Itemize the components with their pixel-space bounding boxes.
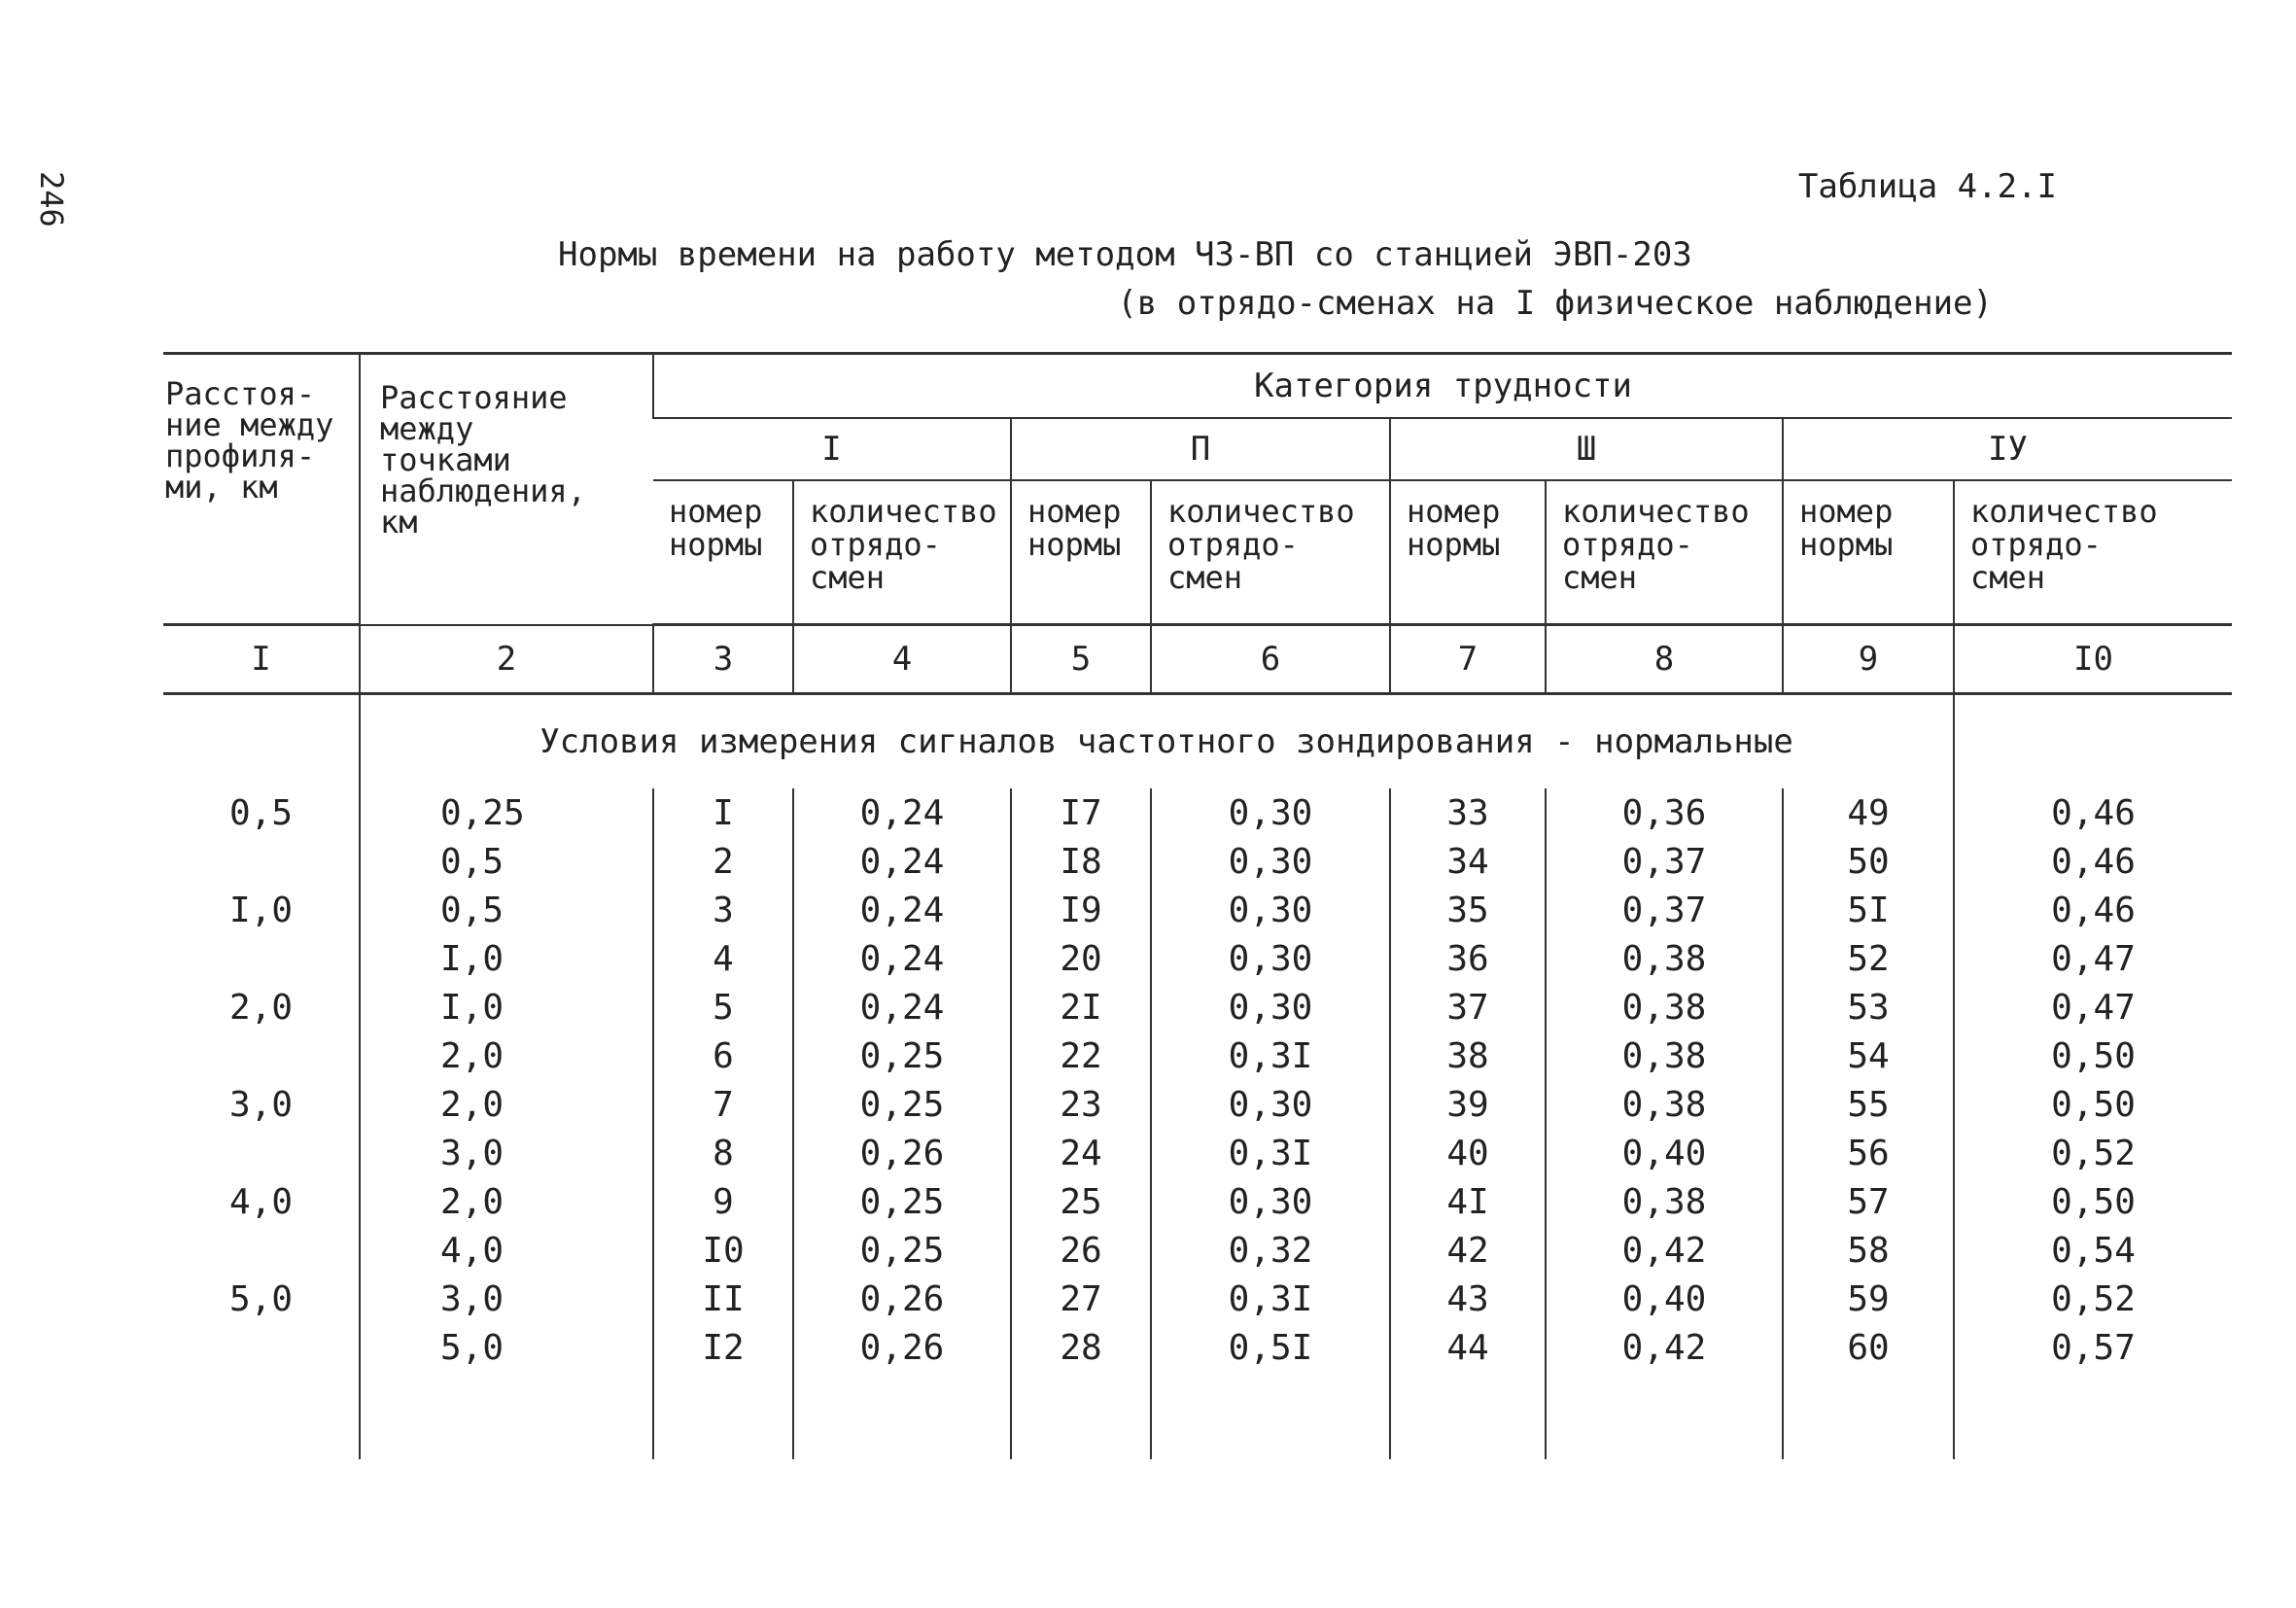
table-cell-col3: 7: [653, 1080, 793, 1129]
column-number: 6: [1151, 625, 1390, 694]
table-cell-col10: 0,46: [1954, 837, 2232, 886]
table-cell-col6: 0,3I: [1151, 1031, 1390, 1080]
header-category: Категория трудности: [653, 354, 2232, 419]
table-cell-col7: 40: [1390, 1129, 1546, 1177]
table-cell-col10: 0,57: [1954, 1323, 2232, 1372]
table-tail-cell: [1783, 1372, 1954, 1459]
table-tail-cell: [1011, 1372, 1151, 1459]
table-cell-col4: 0,25: [793, 1177, 1011, 1226]
table-cell-col9: 59: [1783, 1275, 1954, 1323]
column-number: 7: [1390, 625, 1546, 694]
table-cell-col5: 24: [1011, 1129, 1151, 1177]
table-cell-col6: 0,30: [1151, 837, 1390, 886]
table-cell-col5: 27: [1011, 1275, 1151, 1323]
header-group-2: П: [1011, 418, 1390, 480]
table-cell-col7: 42: [1390, 1226, 1546, 1275]
table-cell-col9: 60: [1783, 1323, 1954, 1372]
table-cell-col4: 0,24: [793, 934, 1011, 983]
table-cell-col10: 0,46: [1954, 788, 2232, 837]
condition-spacer: [1954, 694, 2232, 789]
table-tail-cell: [1954, 1372, 2232, 1459]
table-cell-col2: 3,0: [360, 1129, 653, 1177]
table-cell-col1: [163, 1226, 360, 1275]
table-cell-col10: 0,50: [1954, 1031, 2232, 1080]
table-cell-col5: 28: [1011, 1323, 1151, 1372]
table-row: [163, 1177, 2232, 1226]
table-cell-col3: I2: [653, 1323, 793, 1372]
column-number: I0: [1954, 625, 2232, 694]
condition-spacer: [163, 694, 360, 789]
table-label: Таблица 4.2.I: [1797, 167, 2057, 206]
table-cell-col9: 5I: [1783, 886, 1954, 934]
table-cell-col9: 50: [1783, 837, 1954, 886]
table-cell-col5: 2I: [1011, 983, 1151, 1031]
table-body: [163, 694, 2232, 1460]
table-cell-col5: 22: [1011, 1031, 1151, 1080]
table-cell-col8: 0,38: [1546, 1031, 1783, 1080]
table-title: Нормы времени на работу методом ЧЗ-ВП со станцией ЭВП-203: [558, 235, 1692, 274]
table-cell-col8: 0,42: [1546, 1323, 1783, 1372]
table-cell-col4: 0,26: [793, 1275, 1011, 1323]
table-cell-col4: 0,24: [793, 886, 1011, 934]
column-number: 4: [793, 625, 1011, 694]
table-cell-col8: 0,40: [1546, 1275, 1783, 1323]
column-number: 5: [1011, 625, 1151, 694]
table-cell-col4: 0,25: [793, 1226, 1011, 1275]
table-cell-col4: 0,25: [793, 1031, 1011, 1080]
table-cell-col7: 37: [1390, 983, 1546, 1031]
table-cell-col8: 0,42: [1546, 1226, 1783, 1275]
table-cell-col2: 0,25: [360, 788, 653, 837]
table-cell-col6: 0,30: [1151, 934, 1390, 983]
table-cell-col10: 0,46: [1954, 886, 2232, 934]
table-cell-col3: 2: [653, 837, 793, 886]
table-cell-col3: 9: [653, 1177, 793, 1226]
table-cell-col1: 5,0: [228, 1278, 294, 1319]
table-cell-col8: 0,38: [1546, 1080, 1783, 1129]
table-row: [163, 1031, 2232, 1080]
table-cell-col1: [163, 1031, 360, 1080]
header-quantity: количество отрядо- смен: [1546, 480, 1783, 625]
table-cell-col7: 34: [1390, 837, 1546, 886]
table-cell-col1: 2,0: [228, 987, 294, 1028]
table-cell-col10: 0,52: [1954, 1129, 2232, 1177]
table-cell-col2: I,0: [360, 934, 653, 983]
table-cell-col2: 2,0: [360, 1031, 653, 1080]
table-cell-col4: 0,24: [793, 983, 1011, 1031]
table-cell-col2: 0,5: [360, 886, 653, 934]
table-cell-col1: [163, 837, 360, 886]
table-cell-col3: 5: [653, 983, 793, 1031]
table-row: [163, 934, 2232, 983]
table-cell-col10: 0,52: [1954, 1275, 2232, 1323]
table-cell-col8: 0,40: [1546, 1129, 1783, 1177]
table-cell-col5: 25: [1011, 1177, 1151, 1226]
table-cell-col10: 0,47: [1954, 934, 2232, 983]
table-cell-col9: 52: [1783, 934, 1954, 983]
table-cell-col7: 39: [1390, 1080, 1546, 1129]
column-number: 3: [653, 625, 793, 694]
table-cell-col5: 26: [1011, 1226, 1151, 1275]
table-row: [163, 1080, 2232, 1129]
table-row: [163, 886, 2232, 934]
table-cell-col8: 0,38: [1546, 934, 1783, 983]
table-cell-col3: I: [653, 788, 793, 837]
table-cell-col3: 4: [653, 934, 793, 983]
table-cell-col7: 4I: [1390, 1177, 1546, 1226]
table-row: [163, 1129, 2232, 1177]
table-cell-col2: 0,5: [360, 837, 653, 886]
table-row: [163, 1226, 2232, 1275]
header-norm-number: номер нормы: [1783, 480, 1954, 625]
table-cell-col8: 0,37: [1546, 837, 1783, 886]
table-cell-col1: [163, 1129, 360, 1177]
header-quantity: количество отрядо- смен: [1954, 480, 2232, 625]
table-tail-row: [163, 1372, 2232, 1459]
condition-row: [163, 694, 2232, 789]
table-cell-col10: 0,50: [1954, 1080, 2232, 1129]
header-profile-distance: Расстоя- ние между профиля- ми, км: [163, 354, 360, 625]
header-norm-number: номер нормы: [1390, 480, 1546, 625]
table-cell-col6: 0,5I: [1151, 1323, 1390, 1372]
table-row: [163, 983, 2232, 1031]
table-cell-col4: 0,25: [793, 1080, 1011, 1129]
table-subtitle: (в отрядо-сменах на I физическое наблюдение): [1117, 284, 1993, 323]
condition-text: Условия измерения сигналов частотного зондирования - нормальные: [360, 694, 1954, 789]
table-tail-cell: [163, 1372, 360, 1459]
table-cell-col8: 0,37: [1546, 886, 1783, 934]
page-number: 246: [33, 171, 70, 227]
table-row: [163, 1275, 2232, 1323]
table-cell-col1: [163, 1323, 360, 1372]
table-cell-col9: 55: [1783, 1080, 1954, 1129]
table-cell-col6: 0,30: [1151, 788, 1390, 837]
table-tail-cell: [360, 1372, 653, 1459]
table-cell-col9: 49: [1783, 788, 1954, 837]
table-cell-col9: 56: [1783, 1129, 1954, 1177]
table-cell-col4: 0,26: [793, 1323, 1011, 1372]
table-cell-col10: 0,54: [1954, 1226, 2232, 1275]
header-point-distance-text: Расстояние между точками наблюдения, км: [380, 379, 586, 541]
table-cell-col6: 0,30: [1151, 1177, 1390, 1226]
column-number: 2: [360, 625, 653, 694]
table-cell-col3: 3: [653, 886, 793, 934]
header-norm-number: номер нормы: [1011, 480, 1151, 625]
table-cell-col5: 20: [1011, 934, 1151, 983]
table-row: [163, 788, 2232, 837]
header-group-1: I: [653, 418, 1011, 480]
table-cell-col5: I7: [1011, 788, 1151, 837]
table-cell-col1: [163, 934, 360, 983]
table-tail-cell: [1151, 1372, 1390, 1459]
table-cell-col10: 0,47: [1954, 983, 2232, 1031]
table-cell-col7: 33: [1390, 788, 1546, 837]
table-cell-col2: 2,0: [360, 1177, 653, 1226]
header-group-3: Ш: [1390, 418, 1783, 480]
table-cell-col6: 0,3I: [1151, 1275, 1390, 1323]
table-cell-col2: 4,0: [360, 1226, 653, 1275]
table-cell-col3: 6: [653, 1031, 793, 1080]
table-cell-col6: 0,32: [1151, 1226, 1390, 1275]
column-number: 9: [1783, 625, 1954, 694]
table-cell-col4: 0,26: [793, 1129, 1011, 1177]
table-cell-col1: 4,0: [228, 1181, 294, 1222]
table-cell-col2: 5,0: [360, 1323, 653, 1372]
table-cell-col9: 58: [1783, 1226, 1954, 1275]
table-cell-col9: 53: [1783, 983, 1954, 1031]
header-group-4: IУ: [1783, 418, 2232, 480]
table-row: [163, 837, 2232, 886]
table-cell-col8: 0,38: [1546, 983, 1783, 1031]
table-cell-col7: 38: [1390, 1031, 1546, 1080]
column-number: I: [163, 625, 360, 694]
table-cell-col7: 43: [1390, 1275, 1546, 1323]
table-cell-col4: 0,24: [793, 837, 1011, 886]
table-cell-col10: 0,50: [1954, 1177, 2232, 1226]
table-row: [163, 1323, 2232, 1372]
table-cell-col2: I,0: [360, 983, 653, 1031]
table-cell-col7: 44: [1390, 1323, 1546, 1372]
table-cell-col2: 3,0: [360, 1275, 653, 1323]
table-cell-col6: 0,3I: [1151, 1129, 1390, 1177]
table-cell-col8: 0,38: [1546, 1177, 1783, 1226]
table-tail-cell: [1390, 1372, 1546, 1459]
column-number-row: [163, 625, 2232, 694]
table-tail-cell: [1546, 1372, 1783, 1459]
table-header: [163, 354, 2232, 694]
table-cell-col5: 23: [1011, 1080, 1151, 1129]
table-cell-col7: 36: [1390, 934, 1546, 983]
table-cell-col9: 57: [1783, 1177, 1954, 1226]
header-quantity: количество отрядо- смен: [793, 480, 1011, 625]
norms-table: [163, 352, 2232, 1459]
table-cell-col3: II: [653, 1275, 793, 1323]
table-cell-col2: 2,0: [360, 1080, 653, 1129]
table-cell-col6: 0,30: [1151, 1080, 1390, 1129]
table-cell-col7: 35: [1390, 886, 1546, 934]
table-cell-col5: I9: [1011, 886, 1151, 934]
table-cell-col1: 0,5: [228, 792, 294, 833]
table-cell-col3: 8: [653, 1129, 793, 1177]
table-cell-col1: I,0: [228, 890, 294, 930]
table-cell-col3: I0: [653, 1226, 793, 1275]
table-cell-col6: 0,30: [1151, 983, 1390, 1031]
column-number: 8: [1546, 625, 1783, 694]
header-norm-number: номер нормы: [653, 480, 793, 625]
table-tail-cell: [793, 1372, 1011, 1459]
table-cell-col4: 0,24: [793, 788, 1011, 837]
table-cell-col9: 54: [1783, 1031, 1954, 1080]
table-cell-col6: 0,30: [1151, 886, 1390, 934]
header-quantity: количество отрядо- смен: [1151, 480, 1390, 625]
table-cell-col5: I8: [1011, 837, 1151, 886]
table-cell-col1: 3,0: [228, 1084, 294, 1125]
table-tail-cell: [653, 1372, 793, 1459]
header-point-distance: [360, 354, 653, 625]
table-cell-col8: 0,36: [1546, 788, 1783, 837]
